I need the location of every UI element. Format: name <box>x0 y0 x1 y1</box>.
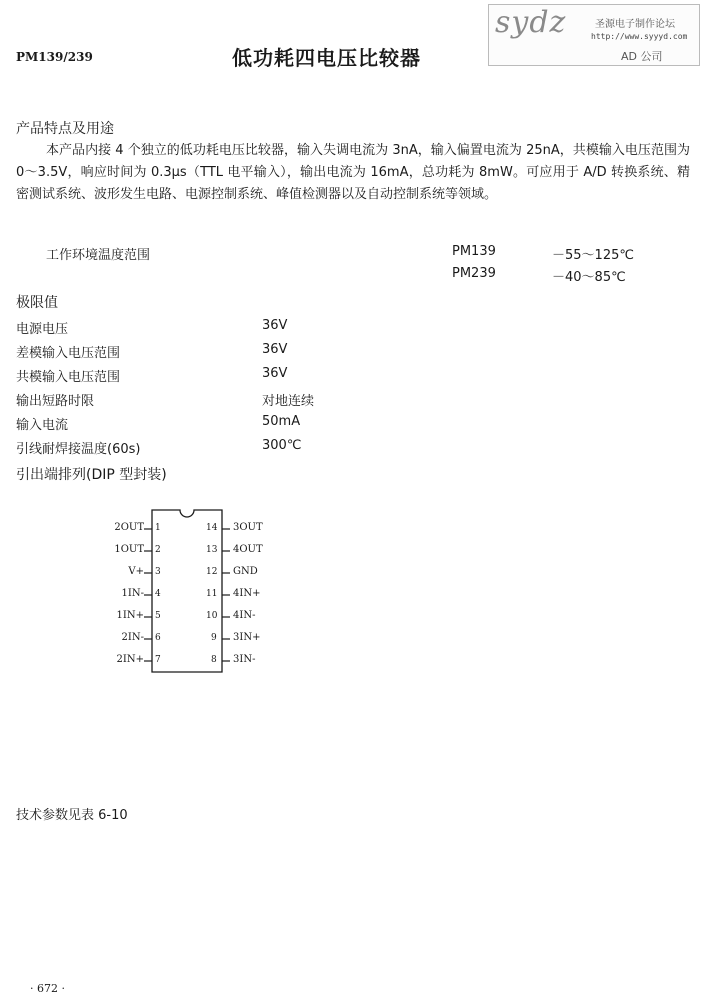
temp-range-label: 工作环境温度范围 <box>46 248 151 263</box>
pin-number: 2 <box>155 545 161 555</box>
watermark-url: http://www.syyyd.com <box>591 32 688 41</box>
limit-row <box>16 342 416 366</box>
pin-number: 1 <box>155 523 161 533</box>
pin-number: 14 <box>206 523 218 533</box>
pin-number: 4 <box>155 589 161 599</box>
pinout-heading: 引出端排列(DIP 型封装) <box>16 467 167 483</box>
pin-label-left: V+ <box>128 566 144 577</box>
features-paragraph: 本产品内接 4 个独立的低功耗电压比较器，输入失调电流为 3nA，输入偏置电流为 25nA，共模输入电压范围为 0～3.5V，响应时间为 0.3μs（TTL 电平输入），输出电流为 16mA，总功耗为 8mW。可应用于 A/D 转换系统、精密测试系统、波形发生电路、电源控制系统、峰值检测器以及自动控制系统等领域。 <box>16 143 690 202</box>
pin-number: 6 <box>155 633 161 643</box>
pin-number: 8 <box>211 655 217 665</box>
page-number: · 672 · <box>30 982 65 995</box>
limit-label: 输入电流 <box>16 418 69 433</box>
limit-row <box>16 318 416 342</box>
pin-label-left: 1IN+ <box>116 610 144 621</box>
temp-model-1: PM139 <box>452 244 496 259</box>
features-heading: 产品特点及用途 <box>16 121 114 137</box>
pin-number: 10 <box>206 611 218 621</box>
temp-range-1: －55～125℃ <box>552 248 634 263</box>
limit-row <box>16 390 416 414</box>
pin-number: 5 <box>155 611 161 621</box>
pin-label-left: 2OUT <box>114 522 144 533</box>
pin-number: 9 <box>211 633 217 643</box>
limit-value: 对地连续 <box>262 394 315 409</box>
pin-number: 11 <box>206 589 218 599</box>
pin-label-right: 4OUT <box>233 544 263 555</box>
pin-number: 7 <box>155 655 161 665</box>
pin-number: 3 <box>155 567 161 577</box>
watermark-company: AD 公司 <box>621 50 663 63</box>
limit-label: 输出短路时限 <box>16 394 95 409</box>
limit-value: 300℃ <box>262 438 302 453</box>
limit-value: 36V <box>262 318 288 333</box>
pin-label-right: 3IN- <box>233 654 256 665</box>
limit-label: 差模输入电压范围 <box>16 346 121 361</box>
pin-label-left: 1IN- <box>121 588 144 599</box>
pin-label-left: 1OUT <box>114 544 144 555</box>
document-title: 低功耗四电压比较器 <box>232 46 421 70</box>
temp-model-2: PM239 <box>452 266 496 281</box>
dip-pinout-diagram <box>0 500 705 690</box>
pin-label-right: 4IN- <box>233 610 256 621</box>
limit-row <box>16 366 416 390</box>
watermark-name: 圣源电子制作论坛 <box>595 19 675 30</box>
watermark-stamp <box>488 4 700 66</box>
pin-number: 13 <box>206 545 218 555</box>
limit-label: 电源电压 <box>16 322 69 337</box>
limit-label: 引线耐焊接温度(60s) <box>16 442 141 457</box>
limits-heading: 极限值 <box>16 295 58 311</box>
pin-label-right: GND <box>233 566 258 577</box>
pin-number: 12 <box>206 567 218 577</box>
document-id: PM139/239 <box>16 50 93 64</box>
limit-value: 36V <box>262 366 288 381</box>
temp-range-2: －40～85℃ <box>552 270 626 285</box>
limit-row <box>16 438 416 462</box>
limit-value: 36V <box>262 342 288 357</box>
pin-label-right: 3IN+ <box>233 632 261 643</box>
pin-label-left: 2IN- <box>121 632 144 643</box>
pin-label-right: 3OUT <box>233 522 263 533</box>
limit-value: 50mA <box>262 414 301 429</box>
limit-row <box>16 414 416 438</box>
table-reference: 技术参数见表 6-10 <box>16 808 128 823</box>
watermark-logo: sydz <box>495 5 567 40</box>
limit-label: 共模输入电压范围 <box>16 370 121 385</box>
pin-label-left: 2IN+ <box>116 654 144 665</box>
pin-label-right: 4IN+ <box>233 588 261 599</box>
